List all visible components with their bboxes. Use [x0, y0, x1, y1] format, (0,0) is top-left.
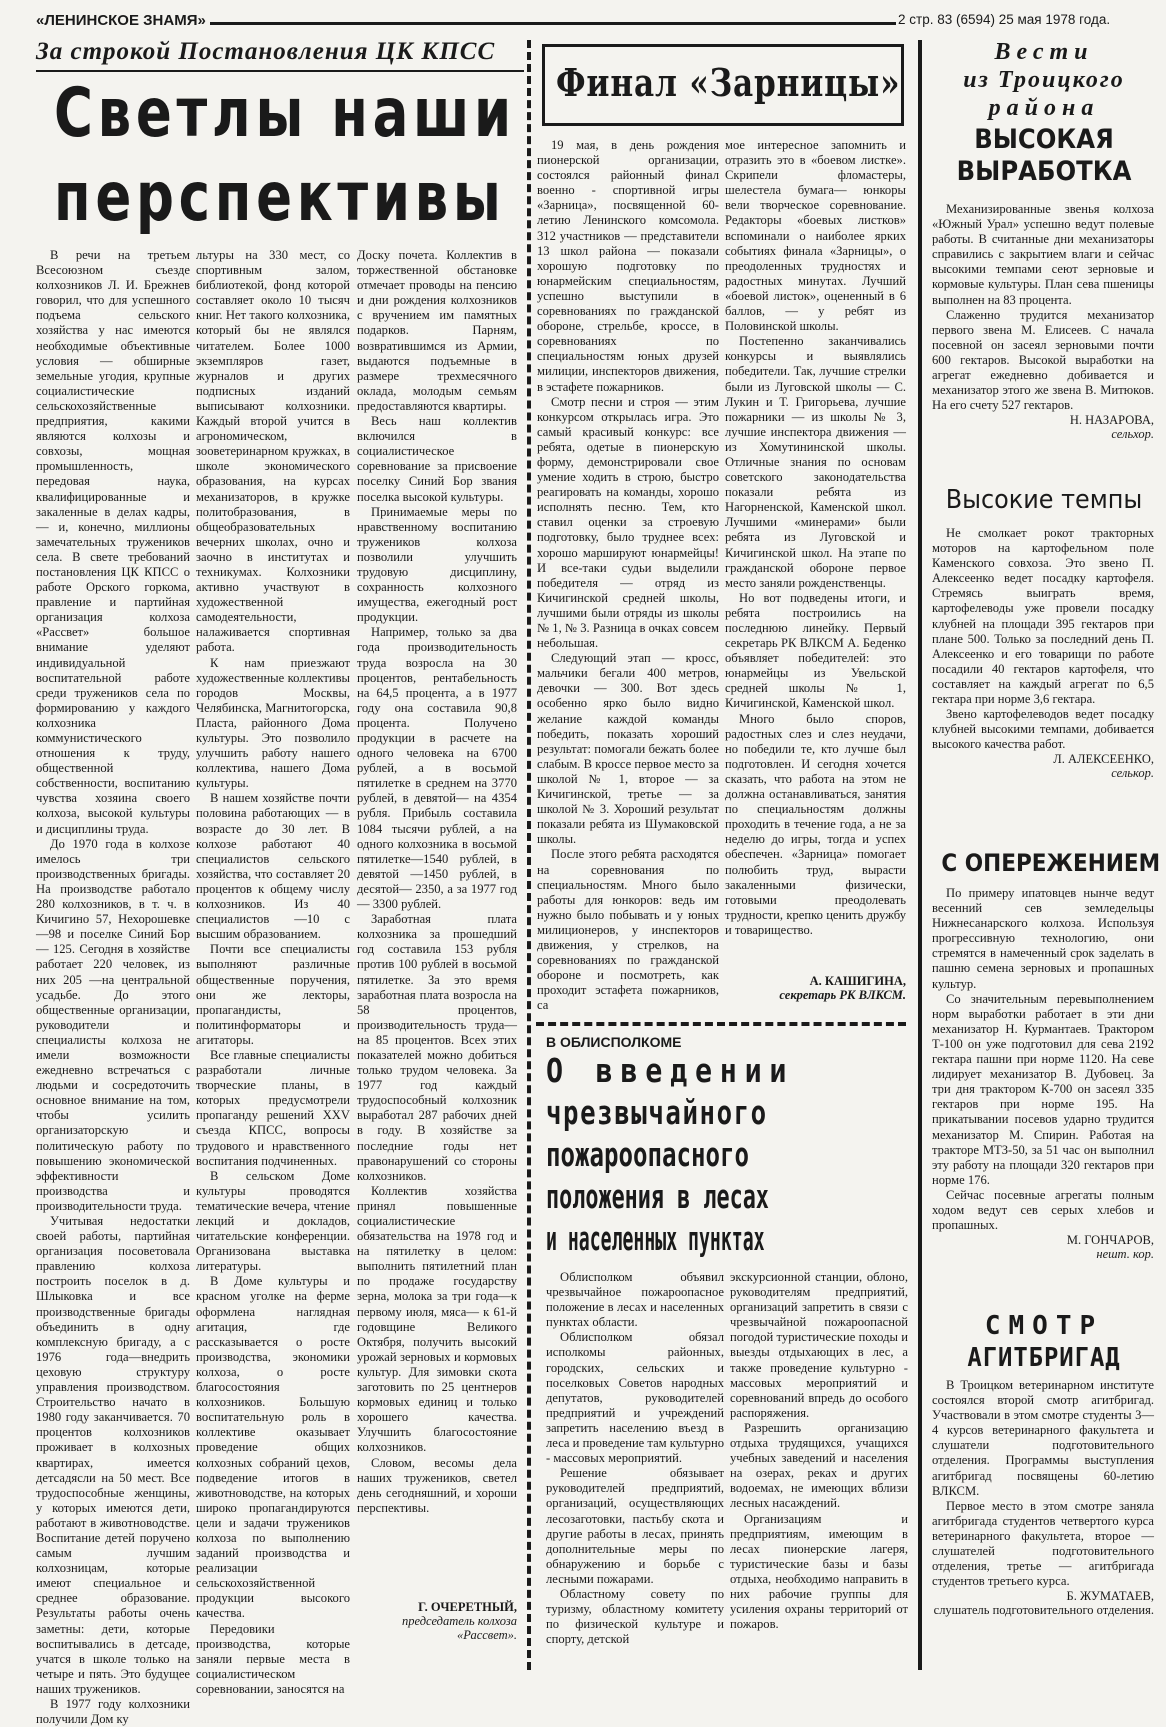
- kicker-line: из Троицкого: [963, 67, 1125, 93]
- paragraph: Принимаемые меры по нравственному воспитанию тружеников колхоза позволили улучшить трудовую дисциплину, сохранность колхозного имущества, ежегодный рост продукции.: [357, 504, 517, 625]
- signer-role: слушатель подготовительного отделения.: [933, 1603, 1154, 1618]
- title-line: ВЫРАБОТКА: [956, 156, 1132, 187]
- paragraph: Передовики производства, которые заняли первые места в социалистическом соревновании, заносятся на: [196, 1621, 350, 1696]
- fire-article-column-2: [730, 1270, 908, 1672]
- section-separator: [536, 1022, 906, 1026]
- paragraph: Например, только за два года производительность труда возросла на 30 процентов, рентабельность на 64,5 процента, а в 1977 году она составила 90,8 процента. Получено продукции в расчете на одного человека на 6700 рублей, а в восьмой пятилетке в среднем на 3770 рублей, в девятой— на 4354 рубля. Прибыль составила 1084 тысячи рублей, а на одного колхозника в восьмой пятилетке—1540 рублей, в девятой —1450 рублей, в десятой— 2350, а за 1977 год— 3300 рублей.: [357, 625, 517, 912]
- left-article-signature: [357, 1600, 517, 1642]
- paragraph: В сельском Доме культуры проводятся тематические вечера, чтение лекций и докладов, читательские конференции. Организована выставка литературы.: [196, 1168, 350, 1274]
- signer-role: председатель колхоза «Рассвет».: [402, 1614, 517, 1642]
- signer-name: Н. НАЗАРОВА,: [1069, 413, 1154, 428]
- masthead-issue-info: 2 стр. 83 (6594) 25 мая 1978 года.: [898, 12, 1111, 27]
- section-body-smotr-agitbrigad: [932, 1378, 1154, 1674]
- signer-role: сельхор.: [1111, 427, 1154, 442]
- title-line: ВЫСОКАЯ: [974, 124, 1114, 155]
- masthead-rule: [210, 22, 896, 25]
- paragraph: В Доме культуры и красном уголке на ферме оформлена наглядная агитация, где рассказывается о росте производства, экономики колхоза, о росте благосостояния колхозников. Большую воспитательную роль в коллективе оказывает проведение общих колхозных собраний цехов, подведение итогов в животноводстве, на которых широко пропагандируются цели и задачи тружеников колхоза по выполнению заданий производства и реализации сельскохозяйственной продукции высокого качества.: [196, 1274, 350, 1621]
- paragraph: Много было споров, радостных слез и слез неудачи, но победили те, кто лучше был подготовлен. И сегодня хочется сказать, что работа на этом не должна останавливаться, занятия по специальностям должны проходить в течение года, а не за неделю до игры, тогда и успех обеспечен. «Зарница» помогает полюбить труд, вырасти закаленными физически, готовыми преодолевать трудности, крепко ценить дружбу и товарищество.: [725, 711, 906, 937]
- paragraph: Звено картофелеводов ведет посадку клубней высокими темпами, добивается высокого качества работ.: [932, 707, 1154, 752]
- paragraph: Коллектив хозяйства принял повышенные социалистические обязательства на 1978 год и на пятилетку в целом: выполнить пятилетний план по продаже государству зерна, молока за три года—к первому июля, мяса— к 61-й годовщине Великого Октября, получить высокий урожай зерновых и кормовых культур. Для зимовки скота заготовить по 25 центнеров кормовых единиц и только хорошего качества. Улучшить благосостояние колхозников.: [357, 1183, 517, 1455]
- section-title: Высокие темпы: [945, 485, 1143, 515]
- left-article-column-2: [196, 248, 350, 1696]
- paragraph: В Троицком ветеринарном институте состоялся второй смотр агитбригад. Участвовали в этом смотре студенты 3—4 курсов ветеринарного факультета и слушатели подготовительного отделения. Программы выступления агитбригад посвящены 60-летию ВЛКСМ.: [932, 1378, 1154, 1498]
- paragraph: Весь наш коллектив включился в социалистическое соревнование за присвоение поселку Синий Бор звания поселка высокой культуры.: [357, 414, 517, 504]
- signer-name: М. ГОНЧАРОВ,: [1066, 1233, 1154, 1248]
- paragraph: Учитывая недостатки своей работы, партийная организация посоветовала правлению колхоза построить поселок в д. Шлыковка и все производственные бригады объединить в одну комплексную бригаду, а с 1976 года—внедрить цеховую структуру управления производством. Строительство начато в 1980 году заканчивается. 70 процентов колхозников проживает в колхозных квартирах, имеется детсадясли на 50 мест. Все трудоспособные женщины, у которых имеются дети, работают в животноводстве. Воспитание детей поручено самым лучшим колхозницам, которые имеют специальное и среднее образование. Результаты работы очень заметны: дети, которые воспитывались в детсаде, учатся в школе только на четыре и пять. Это будущее наших тружеников.: [36, 1214, 190, 1696]
- paragraph: Постепенно заканчивались конкурсы и выявлялись победители. Так, лучшие стрелки были из Луговской школы — С. Лукин и Т. Григорьева, лучшие пожарники — из школы № 3, лучшие инспектора движения — из Хомутининской школы. Отличные знания по основам советского законодательства показали ребята из Нагорненской, Каменской школ. Лучшими «минерами» были ребята из Луговской и Кичигинской школ. На этапе по гражданской обороне первое место заняли рожденственцы.: [725, 334, 906, 590]
- paragraph: По примеру ипатовцев нынче ведут весенний сев земледельцы Нижнесанарского колхоза. Используя прогрессивную технологию, они стремятся в намеченный срок заделать в пашню семена зерновых и пропашных культур.: [932, 886, 1154, 991]
- paragraph: Сейчас посевные агрегаты полным ходом ведут сев серых хлебов и пропашных.: [932, 1187, 1154, 1233]
- middle-article-column-1: [537, 138, 719, 1018]
- paragraph: К нам приезжают художественные коллективы городов Москвы, Челябинска, Магнитогорска, Пласта, районного Дома культуры. Это позволило улучшить работу нашего коллектива, нашего Дома культуры.: [196, 655, 350, 791]
- masthead-paper-name: «ЛЕНИНСКОЕ ЗНАМЯ»: [36, 12, 206, 29]
- middle-article-signature: [725, 974, 906, 1002]
- column-separator-right: [918, 40, 922, 1670]
- left-article-kicker: За строкой Постановления ЦК КПСС: [36, 38, 496, 65]
- section-signature: [932, 1233, 1154, 1261]
- fire-article-headline: [546, 1050, 918, 1260]
- section-title: [930, 124, 1158, 188]
- paragraph: Смотр песни и строя — этим конкурсом открылась игра. Это самый красивый конкурс: все ребята, одетые в пионерскую форму, демонстрировали свое умение ходить в строю, быстро реагировать на команды, хорошо исполнять песню. Тем, кто ставил оценки за строевую подготовку, было труднее всех: хорошо маршируют юнармейцы! И все-таки судьи выделили победителя — отряд из Кичигинской средней школы, лучшими были отряды из школы № 1, № 3. Разница в очках совсем небольшая.: [537, 394, 719, 651]
- middle-article-headline: Финал «Зарницы»: [556, 60, 901, 105]
- section-signature: [932, 752, 1154, 780]
- paragraph: В речи на третьем Всесоюзном съезде колхозников Л. И. Брежнев говорил, что для успешного подъема сельского хозяйства у нас имеются необходимые объективные условия — обширные земельные угодия, крупные социалистические сельскохозяйственные предприятия, какими являются колхозы и совхозы, мощная промышленность, передовая наука, квалифицированные и закаленные в делах кадры,— и, конечно, миллионы замечательных тружеников села. В свете требований постановления ЦК КПСС о работе Орского горкома, правление и партийная организация колхоза «Рассвет» большое внимание уделяют индивидуальной воспитательной работе среди тружеников села по формированию у каждого колхозника коммунистического отношения к труду, общественной собственности, воспитанию чувства хозяина своего колхоза, высокой культуры и дисциплины труда.: [36, 248, 190, 836]
- signer-name: А. КАШИГИНА,: [809, 974, 906, 988]
- paragraph: Все главные специалисты разработали личные творческие планы, в которых предусмотрели пропаганду решений XXV съезда КПСС, вопросы трудового и нравственного воспитания подчиненных.: [196, 1047, 350, 1168]
- signer-role: секретарь РК ВЛКСМ.: [779, 988, 906, 1002]
- paragraph: Словом, весомы дела наших тружеников, светел день сегодняшний, и хороши перспективы.: [357, 1455, 517, 1515]
- paragraph: льтуры на 330 мест, со спортивным залом, библиотекой, фонд которой составляет около 10 тысяч книг. Нет такого колхозника, который бы не являлся читателем. Более 1000 экземпляров газет, журналов и других подписных изданий выписывают колхозники. Каждый второй учится в агрономическом, зооветеринарном кружках, в школе экономического образования, на курсах механизаторов, в кружке политобразования, в общеобразовательных вечерних школах, очно и заочно в институтах и техникумах. Колхозники активно участвуют в художественной самодеятельности, налаживается спортивная работа.: [196, 248, 350, 655]
- signer-role: селькор.: [1111, 766, 1154, 781]
- paragraph: Решение обязывает руководителей предприятий, организаций, осуществляющих лесозаготовки, пастьбу скота и другие работы в лесах, принять дополнительные меры по обнаружению и борьбе с лесными пожарами.: [546, 1466, 724, 1586]
- headline-line: чрезвычайного: [546, 1093, 768, 1132]
- paragraph: Слаженно трудится механизатор первого звена М. Елисеев. С начала посевной он засеял зерновыми почти 600 гектаров. Высокой выработки на агрегат ежедневно добивается и механизатор этого же звена В. Митюков. На его счету 527 гектаров.: [932, 307, 1154, 413]
- signer-role: нешт. кор.: [1096, 1247, 1154, 1262]
- paragraph: Не смолкает рокот тракторных моторов на картофельном поле Каменского совхоза. Это звено П. Алексеенко ведет посадку картофеля. Стремясь выиграть время, картофелеводы уже провели посадку клубней на площади 395 гектаров при плане 500. Только за последний день П. Алексеенко и его товарищи по работе посадили 40 гектаров картофеля, что составляет на каждый агрегат по 6,5 гектара при норме 3,6 гектара.: [932, 526, 1154, 707]
- paragraph: После этого ребята расходятся на соревнования по специальностям. Много было работы для юнкоров: ведь им нужно было побывать и у юных милиционеров, у инспекторов движения, у стрелков, на соревнованиях по гражданской обороне и посмотреть, как проходит эстафета пожарников, са: [537, 847, 719, 1013]
- right-column-kicker: [930, 38, 1158, 122]
- fire-article-kicker: В ОБЛИСПОЛКОМЕ: [546, 1034, 682, 1050]
- signer-name: Г. ОЧЕРЕТНЫЙ,: [418, 1600, 517, 1614]
- section-title: С ОПЕРЕЖЕНИЕМ: [941, 849, 1161, 877]
- fire-article-column-1: [546, 1270, 724, 1672]
- left-article-headline-line2: перспективы: [54, 158, 506, 237]
- headline-line: и населенных пунктах: [546, 1219, 765, 1258]
- title-line: СМОТР: [984, 1311, 1104, 1341]
- left-article-headline-line1: Светлы наши: [54, 74, 516, 153]
- paragraph: Но вот подведены итоги, и ребята построились на последнюю линейку. Первый секретарь РК ВЛКСМ А. Беденко объявляет победителей: это юнармейцы из Увельской средней школы № 1, Кичигинской, Каменской школ.: [725, 590, 906, 711]
- signer-name: Л. АЛЕКСЕЕНКО,: [1053, 752, 1154, 767]
- signer-name: Б. ЖУМАТАЕВ,: [1066, 1589, 1154, 1604]
- paragraph: Облисполком объявил чрезвычайное пожароопасное положение в лесах и населенных пунктах области.: [546, 1270, 724, 1330]
- paragraph: Почти все специалисты выполняют различные общественные поручения, они же лекторы, пропагандисты, политинформаторы и агитаторы.: [196, 942, 350, 1047]
- paragraph: Следующий этап — кросс, мальчики бегали 400 метров, девочки — 300. Вот здесь особенно ярко было видно желание каждой команды победить, показать хороший результат: помогали бежать более слабым. В кроссе первое место за школой № 1, второе — за Кичигинской, третье — за школой № 3. Хороший результат показали ребята из Шумаковской школы.: [537, 651, 719, 847]
- kicker-underline: [36, 70, 524, 72]
- middle-article-column-2: [725, 138, 906, 958]
- section-title: [930, 1310, 1158, 1374]
- kicker-line: района: [988, 95, 1100, 121]
- paragraph: Разрешить организацию отдыха трудящихся, учащихся учебных заведений и населения на озерах, реках и других водоемах, не имеющих вблизи лесных насаждений.: [730, 1420, 908, 1511]
- section-body-vysokaya-vyrabotka: [932, 202, 1154, 476]
- left-article-column-1: [36, 248, 190, 1727]
- headline-line: пожароопасного: [546, 1135, 750, 1174]
- paragraph: Механизированные звенья колхоза «Южный Урал» успешно ведут полевые работы. В считанные дни механизаторы справились с закрытием влаги и сейчас высокими темпами сеют зерновые и кормовые культуры. План сева пшеницы выполнен на 83 процента.: [932, 202, 1154, 307]
- kicker-line: Вести: [994, 39, 1094, 65]
- paragraph: Доску почета. Коллектив в торжественной обстановке отмечает проводы на пенсию и дни рождения колхозников с вручением им памятных подарков. Парням, возвратившимся из Армии, выдаются подъемные в размере трехмесячного оклада, молодым семьям предоставляются квартиры.: [357, 248, 517, 413]
- paragraph: Облисполком обязал исполкомы районных, городских, сельских и поселковых Советов народных депутатов, руководителей предприятий и учреждений запретить населению въезд в леса и проведение там культурно - массовых мероприятий.: [546, 1330, 724, 1466]
- paragraph: 19 мая, в день рождения пионерской организации, состоялся районный финал военно - спортивной игры «Зарница», посвященной 60-летию Ленинского комсомола. 312 участников — представители 13 школ района — показали хорошую подготовку по юнармейским специальностям, успешно выступили в соревнованиях по гражданской обороне, стрельбе, кроссе, в соревнованиях по специальностям юных друзей милиции, инспекторов движения, в эстафете пожарников.: [537, 138, 719, 394]
- paragraph: мое интересное запомнить и отразить это в «боевом листке». Скрипели фломастеры, шелестела бумага— юнкоры вели творческое соревнование. Редакторы «боевых листков» вспоминали о наиболее ярких событиях финала «Зарницы», о преодоленных трудностях и радостных минутах. Лучший «боевой листок», оцененный в 6 баллов, — у ребят из Половинской школы.: [725, 138, 906, 334]
- paragraph: В 1977 году колхозники получили Дом ку: [36, 1697, 190, 1727]
- paragraph: До 1970 года в колхозе имелось три производственных бригады. На производстве работало 280 колхозников, в т. ч. в Кичигино 57, Нехорошевке —98 и поселке Синий Бор— 125. Сегодня в хозяйстве работает 220 человек, из них 205 —на центральной усадьбе. До этого общественные организации, руководители и специалисты колхоза не имели возможности ежедневно встречаться с людьми и сосредоточить основное внимание на том, чтобы усилить организаторскую и политическую работу по повышению экономической эффективности производства и производительности труда.: [36, 836, 190, 1213]
- paragraph: Организациям и предприятиям, имеющим в лесах пионерские лагеря, туристические базы и базы отдыха, необходимо направить в них рабочие группы для усиления охраны территорий от пожаров.: [730, 1511, 908, 1632]
- paragraph: экскурсионной станции, облоно, руководителям предприятий, организаций запретить в связи с чрезвычайной пожароопасной погодой туристические походы и выезды отдыхающих в лес, а также проведение культурно - массовых мероприятий и соревнований впредь до особого распоряжения.: [730, 1270, 908, 1420]
- paragraph: Областному совету по туризму, областному комитету по физической культуре и спорту, детской: [546, 1586, 724, 1647]
- headline-line: положения в лесах: [546, 1177, 769, 1216]
- column-separator-left: [527, 40, 531, 1670]
- headline-line: О введении: [546, 1051, 795, 1090]
- paragraph: Первое место в этом смотре заняла агитбригада студентов четвертого курса ветеринарного факультета, второе — слушателей подготовительного отделения, третье — агитбригада студентов третьего курса.: [932, 1498, 1154, 1589]
- paragraph: В нашем хозяйстве почти половина работающих — в возрасте до 30 лет. В колхозе работают 40 специалистов сельского хозяйства, что составляет 20 процентов к общему числу колхозников. Из 40 специалистов —10 с высшим образованием.: [196, 791, 350, 942]
- section-signature: [932, 413, 1154, 441]
- section-signature: [932, 1589, 1154, 1617]
- paragraph: Со значительным перевыполнением норм выработки работает в эти дни механизатор Н. Курмантаев. Трактором Т-100 он уже подготовил для сева 2192 гектара пашни при норме 1120. На севе лидирует механизатор В. Дубовец. За три дня трактором К-700 он засеял 335 гектаров при норме 195. На прикатывании посевов ударно трудится механизатор М. Спирин. Работая на тракторе МТЗ-50, за 51 час он выполнил эту работу на площади 320 гектаров при норме 176.: [932, 991, 1154, 1187]
- section-body-s-operezheniem: [932, 886, 1154, 1304]
- section-body-vysokie-tempy: [932, 526, 1154, 846]
- left-article-column-3: [357, 248, 517, 1588]
- paragraph: Заработная плата колхозника за прошедший год составила 153 рубля против 100 рублей в восьмой пятилетке. За это время заработная плата возросла на 58 процентов, производительность труда— на 85 процентов. Всех этих показателей можно добиться только трудом человека. За 1977 год каждый трудоспособный колхозник выработал 287 рабочих дней в году. В хозяйстве за последние годы нет правонарушений со стороны колхозников.: [357, 912, 517, 1183]
- title-line: АГИТБРИГАД: [967, 1343, 1121, 1373]
